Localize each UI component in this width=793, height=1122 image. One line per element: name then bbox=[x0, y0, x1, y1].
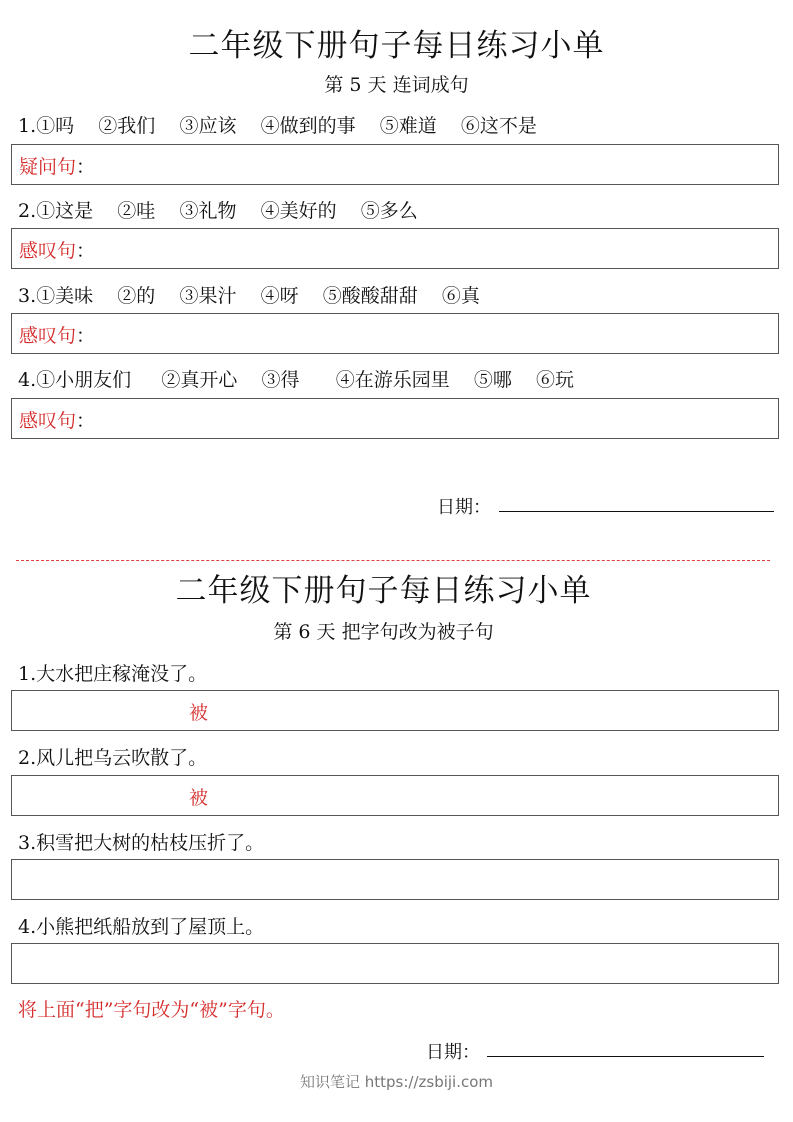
answer-label-2: 感叹句： bbox=[19, 240, 96, 262]
answer-label-1: 疑问句： bbox=[19, 156, 96, 178]
section2-subtitle: 第 6 天 把字句改为被子句 bbox=[273, 621, 494, 643]
instruction-note: 将上面“把”字句改为“被”字句。 bbox=[18, 999, 285, 1021]
question-3-words: 3.①美味 ②的 ③果汁 ④呀 ⑤酸酸甜甜 ⑥真 bbox=[18, 285, 480, 307]
footer-watermark: 知识笔记 https://zsbiji.com bbox=[299, 1073, 494, 1091]
answer-label-4: 感叹句： bbox=[19, 410, 96, 432]
question-7-sentence: 3.积雪把大树的枯枝压折了。 bbox=[18, 832, 265, 854]
section1-title: 二年级下册句子每日练习小单 bbox=[188, 28, 605, 64]
section-divider bbox=[16, 560, 770, 561]
question-2-words: 2.①这是 ②哇 ③礼物 ④美好的 ⑤多么 bbox=[18, 200, 418, 222]
section1-date-line[interactable] bbox=[499, 511, 774, 512]
section1-subtitle: 第 5 天 连词成句 bbox=[324, 74, 469, 96]
answer-box-6[interactable] bbox=[11, 775, 779, 816]
section2-title: 二年级下册句子每日练习小单 bbox=[175, 573, 592, 609]
answer-hint-6: 被 bbox=[189, 787, 209, 809]
section1-date-label: 日期： bbox=[437, 497, 491, 518]
question-5-sentence: 1.大水把庄稼淹没了。 bbox=[18, 663, 208, 685]
answer-box-3[interactable] bbox=[11, 313, 779, 354]
question-6-sentence: 2.风儿把乌云吹散了。 bbox=[18, 747, 208, 769]
answer-box-1[interactable] bbox=[11, 144, 779, 185]
answer-box-4[interactable] bbox=[11, 398, 779, 439]
answer-label-3: 感叹句： bbox=[19, 325, 96, 347]
section2-date-label: 日期： bbox=[426, 1042, 480, 1063]
answer-box-7[interactable] bbox=[11, 859, 779, 900]
answer-hint-5: 被 bbox=[189, 702, 209, 724]
question-1-words: 1.①吗 ②我们 ③应该 ④做到的事 ⑤难道 ⑥这不是 bbox=[18, 115, 537, 137]
answer-box-5[interactable] bbox=[11, 690, 779, 731]
question-8-sentence: 4.小熊把纸船放到了屋顶上。 bbox=[18, 916, 265, 938]
answer-box-2[interactable] bbox=[11, 228, 779, 269]
question-4-words: 4.①小朋友们 ②真开心 ③得 ④在游乐园里 ⑤哪 ⑥玩 bbox=[18, 369, 575, 391]
answer-box-8[interactable] bbox=[11, 943, 779, 984]
section2-date-line[interactable] bbox=[487, 1056, 764, 1057]
